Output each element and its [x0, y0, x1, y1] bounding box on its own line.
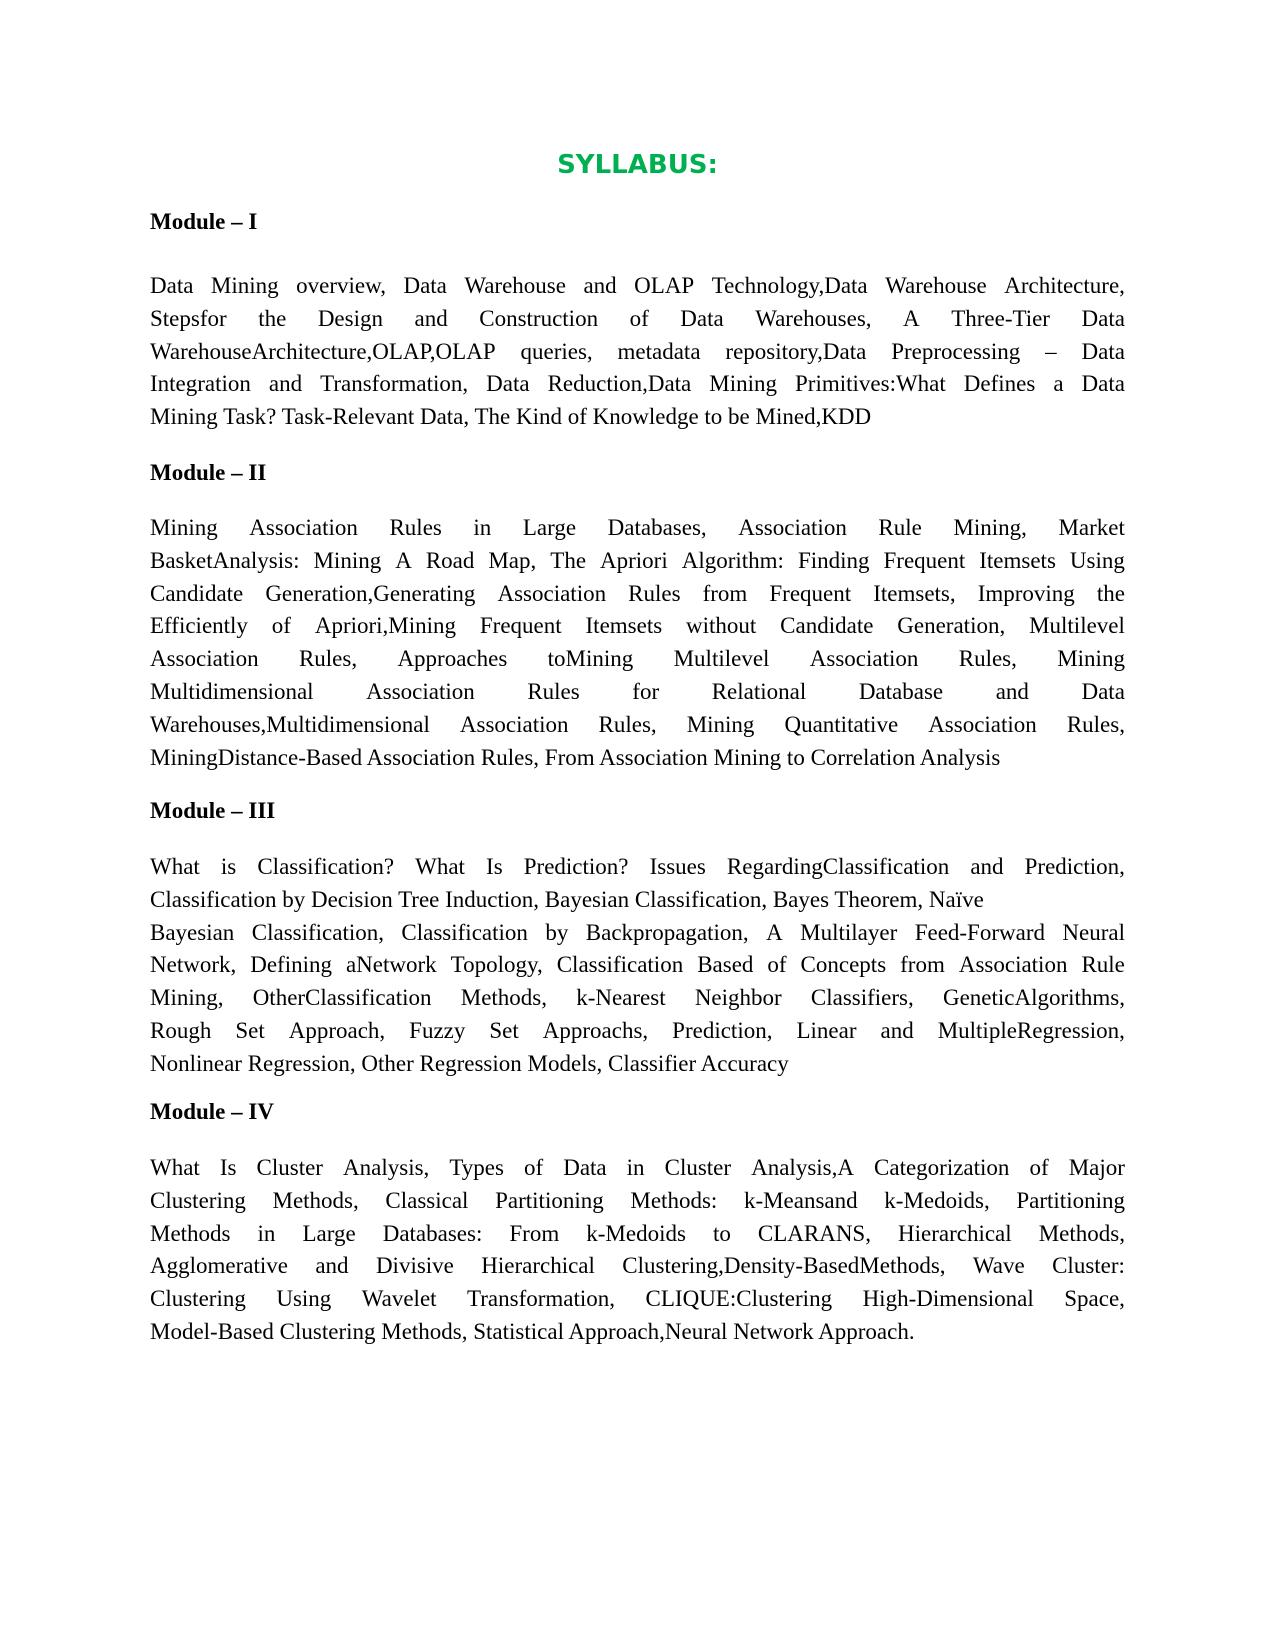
page-title: SYLLABUS: [557, 150, 718, 180]
module-2-heading: Module – II [150, 460, 267, 485]
module-4-line: Clustering Methods, Classical Partitioning Methods: k-Meansand k-Medoids, Partitioning [150, 1187, 1125, 1213]
module-4-body [150, 1152, 1125, 1349]
module-4-line: Model-Based Clustering Methods, Statistical Approach,Neural Network Approach. [150, 1318, 915, 1344]
module-3-body [150, 851, 1125, 1081]
module-1-line: WarehouseArchitecture,OLAP,OLAP queries, metadata repository,Data Preprocessing – Data [150, 338, 1125, 364]
module-1-line: Mining Task? Task-Relevant Data, The Kind of Knowledge to be Mined,KDD [150, 404, 872, 430]
module-1-line: Integration and Transformation, Data Reduction,Data Mining Primitives:What Defines a Data [150, 371, 1125, 397]
module-3-line: Network, Defining aNetwork Topology, Classification Based of Concepts from Association Rule [150, 952, 1125, 978]
module-2-line: Association Rules, Approaches toMining Multilevel Association Rules, Mining [150, 646, 1125, 672]
module-2-line: BasketAnalysis: Mining A Road Map, The Apriori Algorithm: Finding Frequent Itemsets Using [150, 547, 1125, 573]
module-2-line: MiningDistance-Based Association Rules, From Association Mining to Correlation Analysis [150, 744, 1001, 770]
module-2-line: Warehouses,Multidimensional Association Rules, Mining Quantitative Association Rules, [150, 711, 1125, 737]
module-3-line: What is Classification? What Is Prediction? Issues RegardingClassification and Prediction, [150, 854, 1125, 879]
module-3-line: Classification by Decision Tree Induction, Bayesian Classification, Bayes Theorem, Naïve [150, 886, 984, 912]
module-4-line: Methods in Large Databases: From k-Medoids to CLARANS, Hierarchical Methods, [150, 1220, 1125, 1246]
module-1-body [150, 270, 1125, 434]
module-1-line: Stepsfor the Design and Construction of Data Warehouses, A Three-Tier Data [150, 305, 1125, 331]
module-1-heading: Module – I [150, 209, 258, 234]
module-1-line: Data Mining overview, Data Warehouse and OLAP Technology,Data Warehouse Architecture, [150, 273, 1125, 298]
module-4-heading: Module – IV [150, 1099, 274, 1124]
module-3-line: Mining, OtherClassification Methods, k-Nearest Neighbor Classifiers, GeneticAlgorithms, [150, 985, 1125, 1011]
module-3-line: Bayesian Classification, Classification by Backpropagation, A Multilayer Feed-Forward Neural [150, 919, 1125, 945]
module-4-line: What Is Cluster Analysis, Types of Data in Cluster Analysis,A Categorization of Major [150, 1155, 1125, 1180]
module-2-line: Multidimensional Association Rules for Relational Database and Data [150, 678, 1125, 704]
module-2-line: Mining Association Rules in Large Databases, Association Rule Mining, Market [150, 515, 1125, 540]
module-4-line: Agglomerative and Divisive Hierarchical Clustering,Density-BasedMethods, Wave Cluster: [150, 1253, 1125, 1279]
module-2-line: Candidate Generation,Generating Association Rules from Frequent Itemsets, Improving the [150, 580, 1125, 606]
module-3-heading: Module – III [150, 798, 276, 823]
module-2-line: Efficiently of Apriori,Mining Frequent Itemsets without Candidate Generation, Multilevel [150, 613, 1125, 639]
module-3-line: Nonlinear Regression, Other Regression Models, Classifier Accuracy [150, 1050, 789, 1076]
module-2-body [150, 512, 1125, 774]
module-4-line: Clustering Using Wavelet Transformation, CLIQUE:Clustering High-Dimensional Space, [150, 1286, 1125, 1312]
module-3-line: Rough Set Approach, Fuzzy Set Approachs, Prediction, Linear and MultipleRegression, [150, 1017, 1125, 1043]
